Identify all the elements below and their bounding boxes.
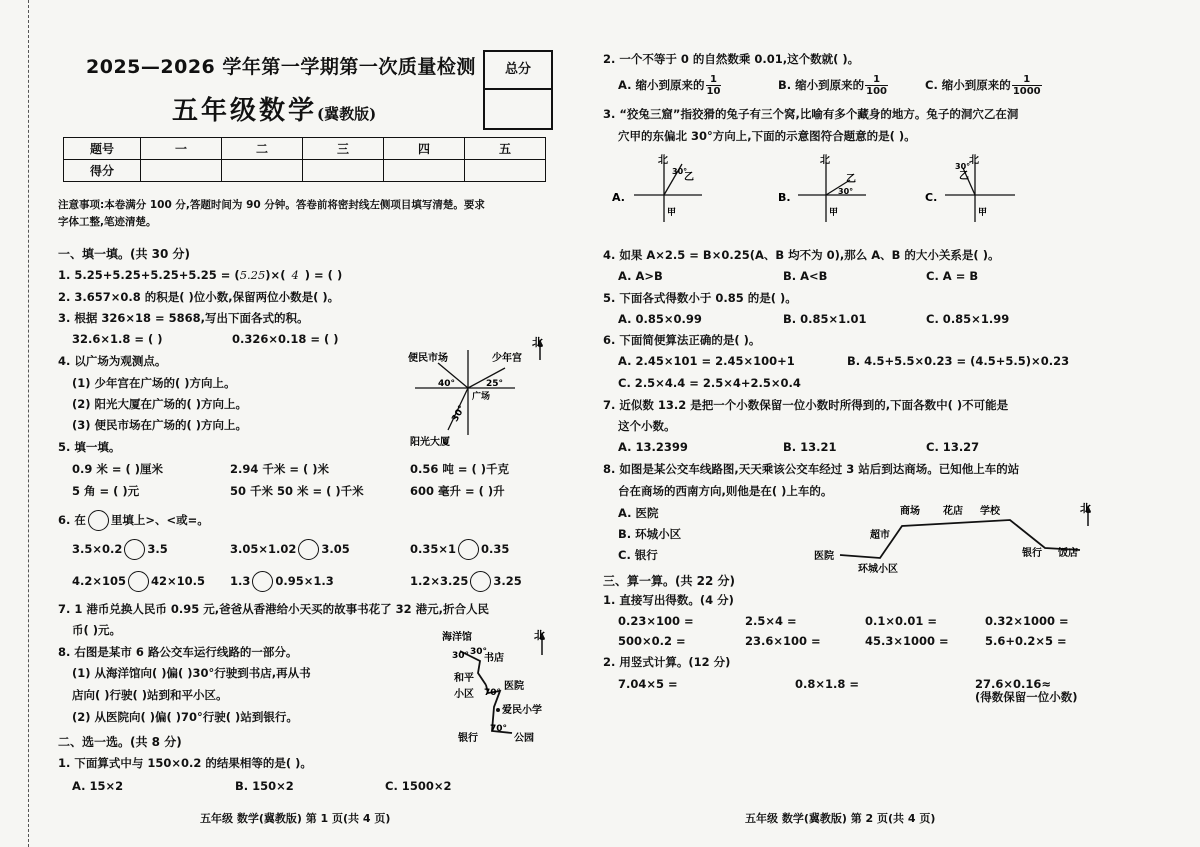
yi-label: 乙 — [959, 171, 969, 182]
page-footer-right: 五年级 数学(冀教版) 第 2 页(共 4 页) — [745, 812, 936, 825]
notice-line-1: 注意事项:本卷满分 100 分,答题时间为 90 分钟。答卷前将密封线左侧项目填写清楚。要求 — [58, 199, 485, 211]
q5-cell: 0.9 米 = ( )厘米 — [72, 462, 164, 476]
choice-3-line-1: 3. “狡兔三窟”指狡猾的兔子有三个窝,比喻有多个藏身的地方。兔子的洞穴乙在洞 — [603, 107, 1019, 121]
choice-option: C. 1500×2 — [385, 779, 452, 793]
score-row-label: 得分 — [64, 160, 141, 182]
option-label: A. — [612, 191, 625, 204]
compare-right: 0.35 — [481, 542, 510, 556]
choice-option: A. A>B — [618, 269, 663, 283]
heping-label: 和平 — [454, 673, 474, 684]
compare-circle[interactable] — [298, 539, 319, 560]
question-3b: 0.326×0.18 = ( ) — [232, 332, 339, 346]
question-4: 4. 以广场为观测点。 — [58, 354, 167, 368]
denominator: 100 — [866, 86, 888, 97]
fraction — [706, 74, 722, 97]
score-table-score-row — [64, 160, 546, 182]
choice-option — [778, 74, 888, 97]
north-label: 北 — [1080, 502, 1091, 515]
school-label: 爱民小学 — [502, 705, 542, 716]
q5-cell: 600 毫升 = ( )升 — [410, 484, 505, 498]
fraction — [865, 74, 888, 97]
question-3: 3. 根据 326×18 = 5868,写出下面各式的积。 — [58, 311, 309, 325]
jia-label: 甲 — [978, 208, 988, 218]
compare-circle — [88, 510, 109, 531]
choice-option: C. 0.85×1.99 — [926, 312, 1010, 326]
bank-label: 银行 — [1022, 548, 1042, 559]
compare-left: 4.2×105 — [72, 574, 127, 588]
compare-item — [230, 539, 350, 560]
option-text: B. 缩小到原来的 — [778, 78, 865, 92]
calc-item: 5.6+0.2×5 = — [985, 634, 1067, 648]
choice-2: 2. 一个不等于 0 的自然数乘 0.01,这个数就( )。 — [603, 52, 860, 66]
school-label: 学校 — [980, 506, 1000, 517]
compare-item — [72, 571, 205, 592]
score-header-cell: 五 — [465, 138, 546, 160]
q1-part: ) = ( ) — [304, 268, 343, 282]
compare-circle[interactable] — [252, 571, 273, 592]
choice-6: 6. 下面简便算法正确的是( )。 — [603, 333, 761, 347]
angle-label: 25° — [486, 379, 504, 389]
north-label: 北 — [969, 155, 979, 166]
direction-figure-a — [612, 152, 712, 227]
angle-label: 30° — [450, 403, 468, 424]
school-stop — [496, 708, 500, 712]
yi-label: 乙 — [684, 172, 694, 183]
ocean-hall-label: 海洋馆 — [442, 632, 472, 643]
heping-label: 小区 — [454, 689, 474, 700]
vertical-calc-item: 27.6×0.16≈ — [975, 677, 1052, 691]
compare-right: 3.05 — [321, 542, 350, 556]
calc-item: 23.6×100 = — [745, 634, 821, 648]
choice-3-line-2: 穴甲的东偏北 30°方向上,下面的示意图符合题意的是( )。 — [618, 129, 916, 143]
question-8: 8. 右图是某市 6 路公交车运行线路的一部分。 — [58, 645, 298, 659]
vertical-calc-note: (得数保留一位小数) — [975, 690, 1078, 704]
choice-option: A. 医院 — [618, 506, 659, 520]
calc-item: 2.5×4 = — [745, 614, 797, 628]
choice-option: C. 银行 — [618, 548, 658, 562]
angle-label: 30° — [672, 167, 688, 176]
score-table-header-row — [64, 138, 546, 160]
binding-dashed-line — [28, 0, 29, 847]
notice-line-2: 字体工整,笔迹清楚。 — [58, 216, 157, 228]
bus-route-map-mall — [810, 500, 1100, 580]
exam-title-edition: (冀教版) — [317, 105, 377, 123]
choice-1: 1. 下面算式中与 150×0.2 的结果相等的是( )。 — [58, 756, 312, 770]
exam-subtitle: 2025—2026 学年第一学期第一次质量检测 — [86, 56, 476, 78]
compare-circle[interactable] — [458, 539, 479, 560]
score-cell[interactable] — [222, 160, 303, 182]
question-4-1: (1) 少年宫在广场的( )方向上。 — [72, 376, 236, 390]
score-header-cell: 二 — [222, 138, 303, 160]
compare-circle[interactable] — [124, 539, 145, 560]
huancheng-label: 环城小区 — [858, 564, 898, 575]
calc-item: 500×0.2 = — [618, 634, 686, 648]
jia-label: 甲 — [667, 208, 677, 218]
angle-label: 30° — [452, 651, 470, 661]
yi-label: 乙 — [846, 174, 856, 185]
q5-cell: 2.94 千米 = ( )米 — [230, 462, 330, 476]
choice-option: B. 150×2 — [235, 779, 294, 793]
question-7-line-2: 币( )元。 — [72, 623, 122, 637]
market-label: 便民市场 — [408, 353, 448, 364]
hospital-label: 医院 — [504, 681, 524, 692]
choice-option: B. 13.21 — [783, 440, 837, 454]
calc-item: 0.32×1000 = — [985, 614, 1069, 628]
choice-option: B. 环城小区 — [618, 527, 682, 541]
choice-option: C. 13.27 — [926, 440, 980, 454]
numerator: 1 — [706, 74, 722, 86]
hospital-label: 医院 — [814, 551, 834, 562]
total-score-label: 总分 — [485, 52, 551, 90]
angle-label: 70° — [490, 724, 508, 734]
choice-option: B. 4.5+5.5×0.23 = (4.5+5.5)×0.23 — [847, 354, 1070, 368]
question-8-1a: (1) 从海洋馆向( )偏( )30°行驶到书店,再从书 — [72, 666, 311, 680]
question-2: 2. 3.657×0.8 的积是( )位小数,保留两位小数是( )。 — [58, 290, 340, 304]
angle-label: 30° — [955, 162, 971, 171]
calc-item: 45.3×1000 = — [865, 634, 949, 648]
calc-item: 0.23×100 = — [618, 614, 694, 628]
denominator: 1000 — [1012, 86, 1041, 97]
bank-label: 银行 — [458, 733, 478, 744]
q5-cell: 5 角 = ( )元 — [72, 484, 140, 498]
q6-suffix: 里填上>、<或=。 — [110, 513, 209, 527]
option-label: C. — [925, 191, 938, 204]
score-header-cell: 一 — [141, 138, 222, 160]
choice-option: A. 13.2399 — [618, 440, 688, 454]
q1-part: )×( — [265, 268, 286, 282]
choice-8-line-2: 台在商场的西南方向,则他是在( )上车的。 — [618, 484, 833, 498]
score-table — [63, 137, 546, 182]
direction-figure-b — [778, 152, 878, 227]
calc-1-heading: 1. 直接写出得数。(4 分) — [603, 593, 734, 607]
compare-right: 42×10.5 — [151, 574, 206, 588]
compare-right: 3.5 — [147, 542, 168, 556]
section-2-heading: 二、选一选。(共 8 分) — [58, 735, 182, 749]
choice-4: 4. 如果 A×2.5 = B×0.25(A、B 均不为 0),那么 A、B 的大小关系是( )。 — [603, 248, 1000, 262]
angle-label: 70° — [484, 688, 502, 698]
choice-option — [618, 74, 721, 97]
question-4-3: (3) 便民市场在广场的( )方向上。 — [72, 418, 248, 432]
choice-option: C. A = B — [926, 269, 979, 283]
angle-label: 30° — [470, 647, 488, 657]
building-label: 阳光大厦 — [410, 437, 450, 448]
calc-item: 0.1×0.01 = — [865, 614, 938, 628]
north-label: 北 — [658, 155, 668, 166]
vertical-calc-item: 7.04×5 = — [618, 677, 678, 691]
score-header-cell: 三 — [303, 138, 384, 160]
question-6 — [58, 510, 209, 531]
park-label: 公园 — [514, 733, 534, 744]
exam-title — [172, 90, 376, 127]
choice-8-line-1: 8. 如图是某公交车线路图,天天乘该公交车经过 3 站后到达商场。已知他上车的站 — [603, 462, 1020, 476]
option-text: A. 缩小到原来的 — [618, 78, 705, 92]
bus-route-map-6 — [440, 625, 560, 750]
compare-left: 1.2×3.25 — [410, 574, 469, 588]
choice-option: C. 2.5×4.4 = 2.5×4+2.5×0.4 — [618, 376, 801, 390]
numerator: 1 — [1012, 74, 1042, 86]
question-5: 5. 填一填。 — [58, 440, 121, 454]
question-8-2: (2) 从医院向( )偏( )70°行驶( )站到银行。 — [72, 710, 298, 724]
choice-7-line-1: 7. 近似数 13.2 是把一个小数保留一位小数时所得到的,下面各数中( )不可能是 — [603, 398, 1009, 412]
compare-item — [72, 539, 168, 560]
youth-palace-label: 少年宫 — [492, 353, 522, 364]
option-label: B. — [778, 191, 791, 204]
supermarket-label: 超市 — [870, 530, 890, 541]
score-cell[interactable] — [303, 160, 384, 182]
compare-circle[interactable] — [470, 571, 491, 592]
fraction — [1012, 74, 1042, 97]
compare-circle[interactable] — [128, 571, 149, 592]
handwritten-answer: 4 — [291, 268, 299, 282]
direction-figure-c — [925, 152, 1025, 227]
option-text: C. 缩小到原来的 — [925, 78, 1011, 92]
angle-label: 40° — [438, 379, 456, 389]
question-8-1b: 店向( )行驶( )站到和平小区。 — [72, 688, 228, 702]
choice-option: B. A<B — [783, 269, 828, 283]
exam-title-main: 五年级数学 — [172, 96, 318, 126]
north-label: 北 — [534, 629, 545, 642]
vertical-calc-item: 0.8×1.8 = — [795, 677, 860, 691]
total-score-box — [483, 50, 553, 130]
direction-map-square — [400, 335, 560, 450]
bookstore-label: 书店 — [484, 653, 504, 664]
choice-option: A. 2.45×101 = 2.45×100+1 — [618, 354, 795, 368]
jia-label: 甲 — [829, 208, 839, 218]
score-cell[interactable] — [141, 160, 222, 182]
q1-part: 1. 5.25+5.25+5.25+5.25 = ( — [58, 268, 240, 282]
choice-option: A. 15×2 — [72, 779, 124, 793]
compare-left: 3.05×1.02 — [230, 542, 297, 556]
choice-option — [925, 74, 1042, 97]
score-cell[interactable] — [465, 160, 546, 182]
choice-5: 5. 下面各式得数小于 0.85 的是( )。 — [603, 291, 797, 305]
compare-item — [410, 571, 522, 592]
square-label: 广场 — [472, 392, 491, 402]
score-header-cell: 题号 — [64, 138, 141, 160]
question-7-line-1: 7. 1 港币兑换人民币 0.95 元,爸爸从香港给小天买的故事书花了 32 港元,折合人民 — [58, 602, 490, 616]
section-1-heading: 一、填一填。(共 30 分) — [58, 247, 191, 261]
page-footer-left: 五年级 数学(冀教版) 第 1 页(共 4 页) — [200, 812, 391, 825]
compare-right: 0.95×1.3 — [275, 574, 334, 588]
choice-7-line-2: 这个小数。 — [618, 419, 676, 433]
q5-cell: 50 千米 50 米 = ( )千米 — [230, 484, 364, 498]
calc-2-heading: 2. 用竖式计算。(12 分) — [603, 655, 731, 669]
section-3-heading: 三、算一算。(共 22 分) — [603, 574, 736, 588]
choice-option: A. 0.85×0.99 — [618, 312, 702, 326]
compare-left: 1.3 — [230, 574, 251, 588]
choice-option: B. 0.85×1.01 — [783, 312, 867, 326]
score-header-cell: 四 — [384, 138, 465, 160]
handwritten-answer: 5.25 — [239, 268, 266, 282]
numerator: 1 — [865, 74, 888, 86]
question-3a: 32.6×1.8 = ( ) — [72, 332, 163, 346]
compare-left: 0.35×1 — [410, 542, 457, 556]
flower-shop-label: 花店 — [943, 506, 963, 517]
q6-prefix: 6. 在 — [58, 513, 86, 527]
compare-right: 3.25 — [493, 574, 522, 588]
north-label: 北 — [532, 336, 543, 349]
score-cell[interactable] — [384, 160, 465, 182]
compare-left: 3.5×0.2 — [72, 542, 123, 556]
question-4-2: (2) 阳光大厦在广场的( )方向上。 — [72, 397, 248, 411]
mall-label: 商场 — [900, 506, 920, 517]
north-label: 北 — [820, 155, 830, 166]
hotel-label: 饭店 — [1058, 548, 1078, 559]
compare-item — [230, 571, 334, 592]
q5-cell: 0.56 吨 = ( )千克 — [410, 462, 510, 476]
question-1 — [58, 268, 342, 282]
angle-label: 30° — [838, 187, 854, 196]
compare-item — [410, 539, 509, 560]
denominator: 10 — [706, 86, 721, 97]
